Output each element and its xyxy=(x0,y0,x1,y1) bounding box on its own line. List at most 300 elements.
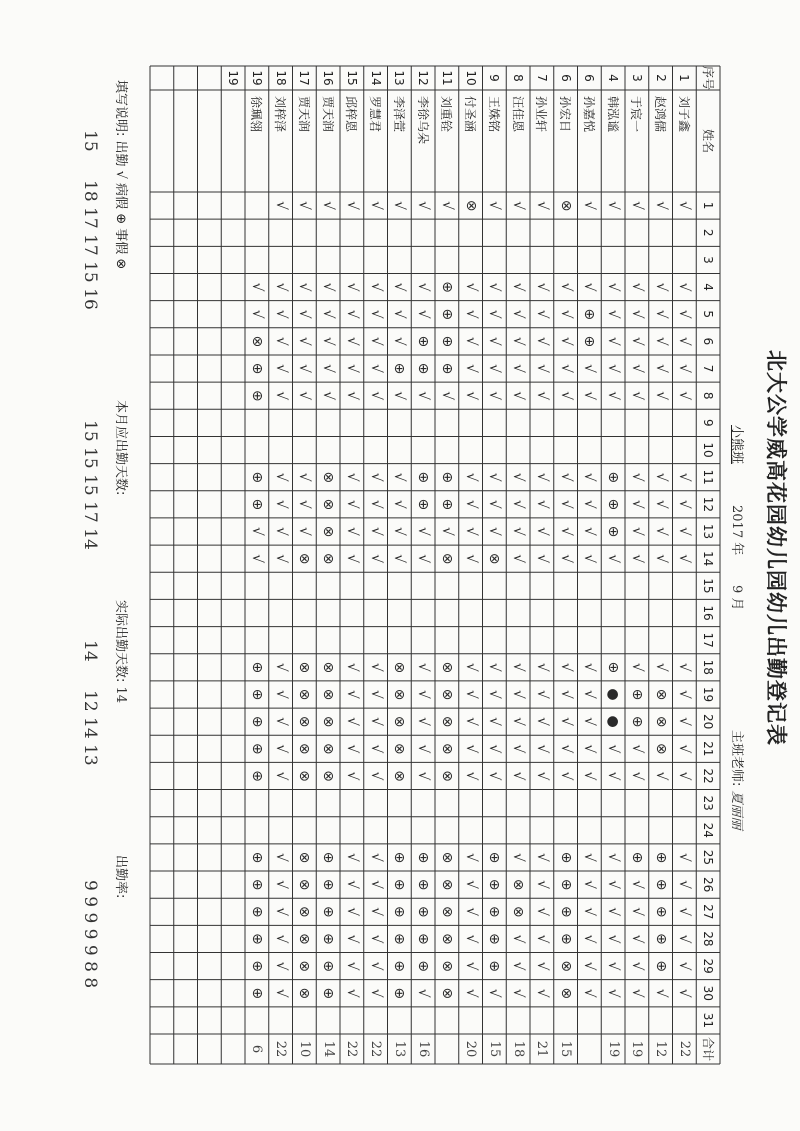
attendance-mark xyxy=(316,627,340,654)
row-total: 22 xyxy=(368,1040,384,1058)
row-seq xyxy=(150,66,174,90)
header-day: 12 xyxy=(701,496,716,512)
attendance-mark: √ xyxy=(296,499,313,509)
attendance-mark: √ xyxy=(510,934,527,944)
attendance-mark: ⊕ xyxy=(391,960,408,972)
row-name: 刘子鑫 xyxy=(676,96,691,133)
attendance-mark: √ xyxy=(676,391,693,401)
attendance-mark: √ xyxy=(581,717,598,727)
attendance-mark xyxy=(506,409,530,436)
attendance-mark: √ xyxy=(462,499,479,509)
attendance-mark xyxy=(340,572,364,599)
attendance-mark xyxy=(530,219,554,246)
attendance-mark xyxy=(435,436,459,463)
attendance-mark xyxy=(174,246,198,273)
attendance-mark xyxy=(150,817,174,844)
attendance-mark xyxy=(198,871,222,898)
attendance-mark: √ xyxy=(415,201,432,211)
row-seq: 14 xyxy=(368,70,383,86)
attendance-mark xyxy=(198,355,222,382)
attendance-mark xyxy=(554,817,578,844)
attendance-mark xyxy=(174,898,198,925)
attendance-mark: ⊗ xyxy=(320,498,337,511)
attendance-mark: √ xyxy=(486,282,503,292)
attendance-mark xyxy=(554,1007,578,1034)
attendance-mark xyxy=(150,382,174,409)
attendance-mark: √ xyxy=(676,880,693,890)
attendance-mark xyxy=(673,790,697,817)
attendance-mark xyxy=(174,301,198,328)
attendance-mark: √ xyxy=(343,472,360,482)
attendance-mark xyxy=(198,953,222,980)
attendance-mark: √ xyxy=(510,554,527,564)
attendance-mark xyxy=(506,1007,530,1034)
attendance-mark: ⊕ xyxy=(391,933,408,945)
attendance-mark xyxy=(150,436,174,463)
header-day: 16 xyxy=(701,605,716,621)
attendance-mark: √ xyxy=(652,309,669,319)
attendance-mark: √ xyxy=(581,554,598,564)
attendance-mark xyxy=(174,790,198,817)
attendance-mark: √ xyxy=(272,391,289,401)
attendance-mark: √ xyxy=(605,282,622,292)
attendance-mark: √ xyxy=(367,391,384,401)
should-attend-label: 本月应出勤天数: xyxy=(113,400,128,496)
attendance-mark xyxy=(198,518,222,545)
attendance-mark xyxy=(530,817,554,844)
attendance-mark xyxy=(578,599,602,626)
attendance-mark xyxy=(649,436,673,463)
attendance-mark: √ xyxy=(581,934,598,944)
attendance-mark xyxy=(174,518,198,545)
attendance-mark xyxy=(649,1007,673,1034)
row-total: 15 xyxy=(558,1040,574,1058)
attendance-mark: √ xyxy=(533,771,550,781)
row-total: 10 xyxy=(296,1040,312,1058)
attendance-mark: √ xyxy=(533,852,550,862)
header-day: 29 xyxy=(701,958,716,974)
attendance-mark: √ xyxy=(320,336,337,346)
attendance-mark: √ xyxy=(533,472,550,482)
attendance-mark xyxy=(221,219,245,246)
attendance-mark: √ xyxy=(510,771,527,781)
attendance-mark: √ xyxy=(652,988,669,998)
attendance-mark xyxy=(150,545,174,572)
attendance-mark xyxy=(150,925,174,952)
attendance-mark xyxy=(364,599,388,626)
attendance-mark: √ xyxy=(343,771,360,781)
attendance-mark: √ xyxy=(248,309,265,319)
attendance-mark xyxy=(198,301,222,328)
handwritten-note-3: 15 15 15 17 14 xyxy=(80,420,100,550)
row-total: 22 xyxy=(273,1040,289,1058)
row-total: 21 xyxy=(534,1040,550,1058)
attendance-mark: ⊕ xyxy=(652,905,669,918)
attendance-mark: ⊕ xyxy=(652,851,669,864)
attendance-mark xyxy=(150,1007,174,1034)
attendance-mark: √ xyxy=(367,472,384,482)
attendance-mark: ⊕ xyxy=(438,362,455,375)
legend: 填写说明: 出勤 √ 病假 ⊕ 事假 ⊗ xyxy=(113,80,128,270)
attendance-mark: ⊕ xyxy=(391,362,408,375)
attendance-mark: √ xyxy=(557,690,574,699)
attendance-mark: √ xyxy=(581,472,598,482)
attendance-mark xyxy=(673,436,697,463)
attendance-mark: ⊕ xyxy=(486,851,503,864)
row-name: 刘梓泽 xyxy=(273,96,288,133)
row-total: 14 xyxy=(320,1040,336,1058)
attendance-mark: √ xyxy=(533,988,550,998)
attendance-mark: ⊕ xyxy=(438,308,455,321)
attendance-mark: √ xyxy=(581,527,598,536)
attendance-mark: √ xyxy=(510,309,527,319)
attendance-mark: √ xyxy=(367,907,384,917)
attendance-mark xyxy=(530,1007,554,1034)
attendance-mark xyxy=(269,599,293,626)
attendance-mark xyxy=(150,192,174,219)
attendance-mark: √ xyxy=(248,282,265,292)
attendance-mark xyxy=(340,246,364,273)
attendance-mark xyxy=(340,627,364,654)
attendance-mark: ⊗ xyxy=(438,987,455,1000)
attendance-mark: √ xyxy=(557,309,574,319)
attendance-mark xyxy=(221,572,245,599)
attendance-mark: √ xyxy=(486,201,503,211)
attendance-mark xyxy=(483,246,507,273)
attendance-mark: √ xyxy=(272,988,289,998)
attendance-mark: √ xyxy=(367,554,384,564)
attendance-mark xyxy=(174,708,198,735)
attendance-mark: ⊕ xyxy=(248,362,265,375)
row-total: 18 xyxy=(510,1040,526,1058)
attendance-mark xyxy=(411,817,435,844)
attendance-mark xyxy=(411,790,435,817)
header-day: 5 xyxy=(701,310,716,319)
header-day: 6 xyxy=(701,337,716,346)
attendance-mark xyxy=(174,627,198,654)
attendance-mark: √ xyxy=(415,744,432,754)
attendance-mark: ⊕ xyxy=(652,933,669,945)
attendance-mark: √ xyxy=(486,988,503,998)
attendance-mark: ⊕ xyxy=(248,498,265,511)
attendance-mark: √ xyxy=(533,934,550,944)
attendance-mark: √ xyxy=(605,201,622,211)
attendance-mark: √ xyxy=(343,309,360,319)
attendance-mark: ⊕ xyxy=(248,878,265,891)
attendance-mark: ⊗ xyxy=(296,933,313,945)
header-day: 3 xyxy=(701,256,716,264)
header-day: 14 xyxy=(701,551,716,567)
attendance-mark xyxy=(150,518,174,545)
attendance-mark xyxy=(483,1007,507,1034)
row-seq: 19 xyxy=(226,70,241,86)
attendance-mark xyxy=(150,491,174,518)
attendance-mark: √ xyxy=(248,527,265,536)
attendance-mark xyxy=(221,464,245,491)
attendance-mark: ⊗ xyxy=(296,851,313,864)
attendance-mark: ⊗ xyxy=(320,525,337,538)
attendance-mark: √ xyxy=(533,364,550,373)
attendance-mark: √ xyxy=(581,662,598,672)
header-day: 9 xyxy=(701,419,716,427)
attendance-mark xyxy=(578,436,602,463)
attendance-mark: ⊗ xyxy=(438,552,455,565)
attendance-mark: √ xyxy=(438,527,455,536)
row-seq: 7 xyxy=(534,74,549,82)
year-label: 年 xyxy=(729,542,744,556)
attendance-mark xyxy=(530,436,554,463)
attendance-mark: ⊕ xyxy=(248,742,265,755)
attendance-mark xyxy=(601,1007,625,1034)
attendance-mark: ⊗ xyxy=(438,878,455,891)
row-name: 赵鸿儒 xyxy=(653,96,668,133)
attendance-mark xyxy=(530,409,554,436)
attendance-mark xyxy=(483,219,507,246)
attendance-mark xyxy=(174,219,198,246)
row-seq: 9 xyxy=(487,74,502,82)
header-day: 31 xyxy=(701,1012,716,1029)
attendance-mark: √ xyxy=(605,880,622,890)
attendance-mark: √ xyxy=(510,961,527,971)
attendance-mark: √ xyxy=(272,852,289,862)
attendance-mark xyxy=(174,464,198,491)
attendance-mark: √ xyxy=(628,554,645,564)
attendance-mark xyxy=(198,328,222,355)
attendance-mark: √ xyxy=(343,527,360,536)
attendance-mark xyxy=(625,817,649,844)
attendance-mark xyxy=(316,219,340,246)
attendance-mark xyxy=(673,817,697,844)
attendance-mark xyxy=(316,436,340,463)
attendance-mark: √ xyxy=(391,499,408,509)
attendance-mark: √ xyxy=(296,364,313,373)
attendance-mark: ⊗ xyxy=(296,552,313,565)
attendance-mark xyxy=(459,790,483,817)
attendance-mark: √ xyxy=(343,744,360,754)
attendance-mark xyxy=(150,980,174,1007)
attendance-mark xyxy=(221,491,245,518)
attendance-mark: √ xyxy=(652,201,669,211)
month-value: 9 xyxy=(729,585,744,594)
attendance-mark xyxy=(364,627,388,654)
attendance-mark: √ xyxy=(510,201,527,211)
attendance-mark xyxy=(174,273,198,300)
attendance-mark: √ xyxy=(533,554,550,564)
attendance-mark: ⊕ xyxy=(248,661,265,674)
attendance-mark xyxy=(649,572,673,599)
attendance-mark xyxy=(459,246,483,273)
attendance-mark: ⊕ xyxy=(628,851,645,864)
attendance-mark: √ xyxy=(272,364,289,373)
attendance-mark xyxy=(198,708,222,735)
attendance-mark xyxy=(221,681,245,708)
attendance-mark: √ xyxy=(343,988,360,998)
attendance-rate-label: 出勤率: xyxy=(113,855,128,899)
attendance-mark xyxy=(435,817,459,844)
teacher-name: 夏丽丽 xyxy=(729,790,744,830)
attendance-mark: √ xyxy=(510,717,527,727)
attendance-mark: √ xyxy=(391,336,408,346)
attendance-mark: ⊕ xyxy=(415,933,432,945)
attendance-mark xyxy=(649,627,673,654)
class-name-value: 小熊班 xyxy=(729,425,744,465)
attendance-mark xyxy=(150,355,174,382)
attendance-mark: ⊗ xyxy=(438,960,455,972)
attendance-mark: √ xyxy=(296,201,313,211)
attendance-mark xyxy=(411,572,435,599)
row-name xyxy=(174,90,198,192)
attendance-mark xyxy=(150,464,174,491)
attendance-mark xyxy=(388,627,412,654)
attendance-mark: √ xyxy=(605,309,622,319)
attendance-mark: ⊗ xyxy=(248,335,265,348)
header-day: 7 xyxy=(701,364,716,373)
attendance-mark: √ xyxy=(510,391,527,401)
attendance-mark: √ xyxy=(367,934,384,944)
attendance-mark: √ xyxy=(676,662,693,672)
attendance-mark: ⊕ xyxy=(248,715,265,728)
attendance-mark: ⊗ xyxy=(296,715,313,728)
attendance-mark xyxy=(625,436,649,463)
attendance-mark: √ xyxy=(605,554,622,564)
attendance-mark: √ xyxy=(628,364,645,373)
attendance-mark: √ xyxy=(367,690,384,699)
attendance-mark xyxy=(198,409,222,436)
attendance-mark xyxy=(459,572,483,599)
attendance-mark xyxy=(174,980,198,1007)
attendance-mark: √ xyxy=(533,282,550,292)
attendance-mark xyxy=(198,817,222,844)
actual-attend-value: 14 xyxy=(113,686,128,704)
attendance-mark: √ xyxy=(533,744,550,754)
attendance-mark xyxy=(293,219,317,246)
attendance-mark: √ xyxy=(628,336,645,346)
attendance-mark: ⊗ xyxy=(296,742,313,755)
attendance-mark: ⊗ xyxy=(296,960,313,972)
attendance-mark: ⊗ xyxy=(652,742,669,755)
attendance-mark xyxy=(649,817,673,844)
attendance-mark: √ xyxy=(628,391,645,401)
attendance-mark: √ xyxy=(367,771,384,781)
attendance-mark: ⊕ xyxy=(320,987,337,1000)
attendance-mark xyxy=(174,436,198,463)
attendance-mark: √ xyxy=(415,662,432,672)
attendance-mark xyxy=(649,790,673,817)
attendance-mark: ⊕ xyxy=(628,715,645,728)
attendance-mark xyxy=(483,627,507,654)
attendance-mark: √ xyxy=(462,472,479,482)
attendance-mark: √ xyxy=(676,527,693,536)
row-total: 22 xyxy=(676,1040,692,1058)
attendance-mark: √ xyxy=(415,527,432,536)
attendance-mark: √ xyxy=(628,309,645,319)
attendance-mark: ⊕ xyxy=(391,987,408,1000)
attendance-mark xyxy=(198,273,222,300)
attendance-mark xyxy=(293,436,317,463)
row-seq xyxy=(174,66,198,90)
attendance-mark: √ xyxy=(510,499,527,509)
attendance-mark xyxy=(673,409,697,436)
attendance-mark: √ xyxy=(628,282,645,292)
row-name: 邱梓恩 xyxy=(344,96,359,133)
attendance-mark xyxy=(150,572,174,599)
attendance-mark xyxy=(174,491,198,518)
attendance-mark: √ xyxy=(272,662,289,672)
row-name: 贾天润 xyxy=(296,96,311,133)
row-seq: 6 xyxy=(558,74,573,82)
actual-attend-field xyxy=(113,600,132,703)
attendance-mark xyxy=(221,273,245,300)
attendance-mark xyxy=(459,219,483,246)
attendance-mark: √ xyxy=(343,880,360,890)
attendance-mark xyxy=(198,572,222,599)
header-day: 1 xyxy=(701,201,716,210)
row-total xyxy=(578,1034,602,1064)
attendance-mark: √ xyxy=(343,907,360,917)
header-day: 18 xyxy=(701,659,716,675)
attendance-mark xyxy=(530,572,554,599)
attendance-mark xyxy=(435,627,459,654)
attendance-mark xyxy=(435,790,459,817)
attendance-mark: ⊗ xyxy=(438,770,455,782)
teacher-label: 主班老师: xyxy=(729,730,744,787)
attendance-mark xyxy=(483,436,507,463)
row-name: 于宸一 xyxy=(629,96,644,133)
row-name: 孙嘉悦 xyxy=(581,96,596,133)
attendance-mark xyxy=(316,1007,340,1034)
row-seq: 15 xyxy=(344,70,359,86)
attendance-mark: ⊕ xyxy=(248,389,265,402)
attendance-mark: ⊕ xyxy=(652,878,669,891)
attendance-mark: √ xyxy=(367,201,384,211)
attendance-mark xyxy=(578,572,602,599)
attendance-mark: ⊕ xyxy=(391,905,408,918)
header-day: 27 xyxy=(701,904,716,920)
row-seq: 12 xyxy=(416,70,431,86)
row-total xyxy=(150,1034,174,1064)
attendance-mark: √ xyxy=(557,744,574,754)
attendance-mark xyxy=(625,599,649,626)
attendance-mark xyxy=(269,436,293,463)
header-day: 19 xyxy=(701,686,716,703)
attendance-mark xyxy=(150,627,174,654)
handwritten-note-5: 12 14 13 xyxy=(80,690,100,766)
attendance-mark: ⊕ xyxy=(557,905,574,918)
attendance-mark: ⊕ xyxy=(415,498,432,511)
attendance-mark xyxy=(506,572,530,599)
attendance-mark xyxy=(221,654,245,681)
attendance-mark: √ xyxy=(605,336,622,346)
attendance-mark: √ xyxy=(296,336,313,346)
sheet-title: 北大公学威高花园幼儿园幼儿出勤登记表 xyxy=(764,350,788,746)
attendance-mark: ⊕ xyxy=(605,471,622,484)
attendance-mark: √ xyxy=(676,554,693,564)
attendance-mark: ⊕ xyxy=(581,335,598,348)
attendance-mark xyxy=(174,545,198,572)
attendance-mark xyxy=(198,192,222,219)
row-total: 12 xyxy=(653,1040,669,1058)
attendance-mark xyxy=(174,355,198,382)
attendance-mark xyxy=(649,409,673,436)
attendance-mark: √ xyxy=(367,336,384,346)
attendance-mark: √ xyxy=(320,391,337,401)
attendance-mark: √ xyxy=(605,744,622,754)
attendance-mark: ⊕ xyxy=(248,905,265,918)
attendance-mark xyxy=(411,219,435,246)
attendance-mark xyxy=(221,898,245,925)
attendance-mark xyxy=(269,246,293,273)
attendance-mark xyxy=(340,817,364,844)
